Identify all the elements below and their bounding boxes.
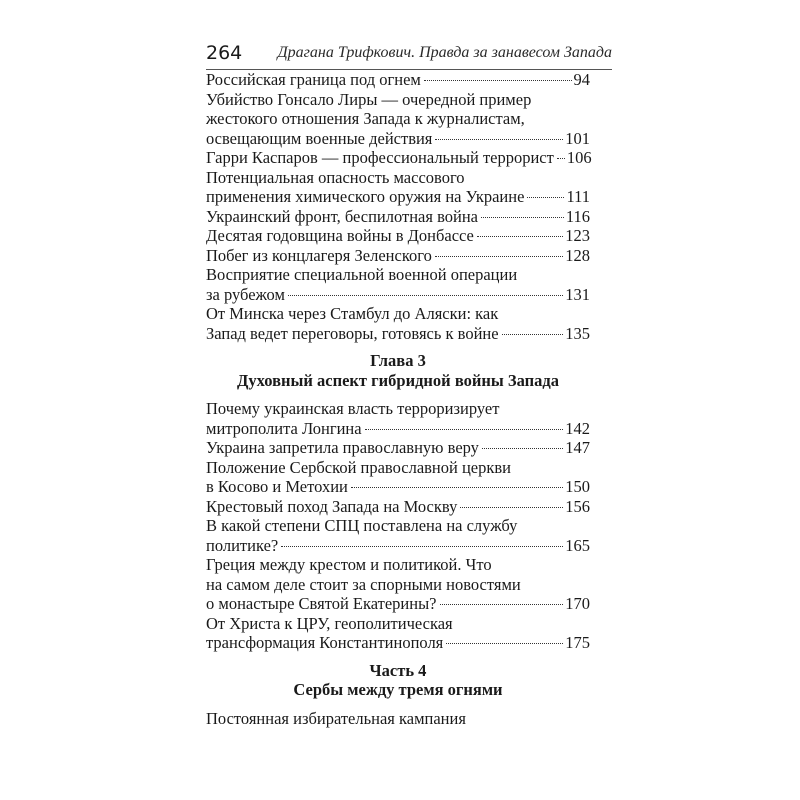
toc-entry <box>206 90 590 149</box>
toc-entry-page: 131 <box>565 284 590 304</box>
toc-entry-page: 111 <box>566 187 590 206</box>
toc-entry-text: о монастыре Святой Екатерины? <box>206 594 437 613</box>
toc-entry-text: митрополита Лонгина <box>206 418 362 438</box>
part-4-label: Часть 4 <box>369 660 427 680</box>
toc-entry-text: применения химического оружия на Украине <box>206 187 525 206</box>
toc-entry-line <box>206 207 590 227</box>
toc-entry-line <box>206 614 590 634</box>
toc-entry-text: Постоянная избирательная кампания <box>206 708 466 728</box>
toc-entry-text: Почему украинская власть терроризирует <box>206 399 500 418</box>
toc-block-part4 <box>206 709 590 729</box>
toc-entry-text: освещающим военные действия <box>206 128 433 148</box>
toc-entry <box>206 555 590 614</box>
toc-entry <box>206 614 590 653</box>
chapter-3-title: Духовный аспект гибридной войны Запада <box>237 370 559 390</box>
toc-entry-line <box>206 226 590 246</box>
toc-entry-line <box>206 148 590 168</box>
toc-entry-text: Украина запретила православную веру <box>206 438 479 457</box>
toc-entry-line <box>206 168 590 188</box>
page-header <box>206 40 612 70</box>
toc-entry-page: 101 <box>565 128 590 148</box>
dot-leader <box>502 334 564 335</box>
toc-entry-line <box>206 265 590 285</box>
toc-entry-line <box>206 516 590 536</box>
toc-entry <box>206 458 590 497</box>
toc-entry-line <box>206 70 590 90</box>
toc-entry-page: 106 <box>566 148 592 167</box>
toc-entry <box>206 226 590 246</box>
toc-entry-line <box>206 304 590 324</box>
toc-entry-line <box>206 129 590 149</box>
toc-entry-line <box>206 555 590 575</box>
dot-leader <box>435 139 563 140</box>
toc-entry-line <box>206 187 590 207</box>
toc-entry-text: трансформация Константинополя <box>206 633 444 652</box>
dot-leader <box>288 295 563 296</box>
toc-entry-text: жестокого отношения Запада к журналистам, <box>206 109 525 128</box>
toc-entry <box>206 265 590 304</box>
toc-block-chapter2 <box>206 70 590 343</box>
toc-entry-line <box>206 594 590 614</box>
chapter-3-label: Глава 3 <box>370 351 426 370</box>
toc-entry-text: Убийство Гонсало Лиры — очередной пример <box>206 89 532 109</box>
toc-entry-text: Гарри Каспаров — профессиональный террорист <box>206 148 554 167</box>
toc-entry <box>206 246 590 266</box>
dot-leader <box>557 158 565 159</box>
dot-leader <box>365 429 564 430</box>
toc-entry-text: Греция между крестом и политикой. Что <box>206 555 492 574</box>
toc-entry-text: От Христа к ЦРУ, геополитическая <box>206 613 453 633</box>
dot-leader <box>446 643 563 644</box>
toc-entry-text: От Минска через Стамбул до Аляски: как <box>206 304 499 323</box>
toc-entry-page: 116 <box>565 206 590 226</box>
toc-entry-page: 123 <box>565 226 590 245</box>
toc-entry <box>206 516 590 555</box>
part-4-title: Сербы между тремя огнями <box>293 680 503 699</box>
dot-leader <box>351 487 563 488</box>
toc-entry <box>206 399 590 438</box>
toc-entry-text: Запад ведет переговоры, готовясь к войне <box>206 323 499 343</box>
toc-entry-line <box>206 497 590 517</box>
dot-leader <box>460 507 563 508</box>
toc-entry <box>206 709 590 729</box>
toc-entry-line <box>206 324 590 344</box>
toc-entry-page: 128 <box>565 245 590 265</box>
toc-entry-page: 142 <box>565 418 590 438</box>
toc-entry <box>206 70 590 90</box>
toc-entry <box>206 148 590 168</box>
toc-entry-text: в Косово и Метохии <box>206 477 348 496</box>
toc-entry-page: 147 <box>565 438 590 457</box>
toc-entry-text: В какой степени СПЦ поставлена на службу <box>206 516 518 535</box>
toc-entry-text: политике? <box>206 535 279 555</box>
toc-entry <box>206 304 590 343</box>
toc-entry-line <box>206 285 590 305</box>
toc-entry-line <box>206 633 590 653</box>
toc-entry <box>206 168 590 207</box>
toc-entry-page: 170 <box>565 594 590 613</box>
toc-entry-line <box>206 458 590 478</box>
toc-entry <box>206 497 590 517</box>
table-of-contents <box>206 70 590 728</box>
toc-entry-text: Российская граница под огнем <box>206 70 421 89</box>
toc-entry-line <box>206 477 590 497</box>
toc-entry-text: за рубежом <box>206 284 285 304</box>
toc-entry-line <box>206 399 590 419</box>
page-number: 264 <box>206 42 243 64</box>
toc-entry-text: Восприятие специальной военной операции <box>206 265 518 284</box>
dot-leader <box>440 604 564 605</box>
toc-entry-text: на самом деле стоит за спорными новостями <box>206 574 521 594</box>
toc-entry-page: 150 <box>565 477 590 496</box>
toc-entry-text: Положение Сербской православной церкви <box>206 457 512 477</box>
toc-entry-line <box>206 109 590 129</box>
running-title: Драгана Трифкович. Правда за занавесом Запада <box>277 44 612 61</box>
toc-entry-line <box>206 419 590 439</box>
toc-entry <box>206 438 590 458</box>
toc-entry-line <box>206 536 590 556</box>
dot-leader <box>482 448 563 449</box>
toc-entry-page: 94 <box>573 70 590 89</box>
dot-leader <box>477 236 563 237</box>
toc-entry-page: 175 <box>565 633 590 652</box>
dot-leader <box>424 80 572 81</box>
toc-entry-text: Побег из концлагеря Зеленского <box>206 245 432 265</box>
dot-leader <box>435 256 563 257</box>
toc-entry-text: Крестовый поход Запада на Москву <box>206 496 458 516</box>
toc-entry-text: Потенциальная опасность массового <box>206 167 465 187</box>
dot-leader <box>527 197 564 198</box>
toc-entry <box>206 207 590 227</box>
toc-block-chapter3 <box>206 399 590 653</box>
toc-entry-page: 165 <box>565 535 590 555</box>
toc-entry-line <box>206 438 590 458</box>
toc-entry-line <box>206 246 590 266</box>
toc-entry-line <box>206 90 590 110</box>
toc-entry-line <box>206 709 590 729</box>
toc-entry-text: Украинский фронт, беспилотная война <box>206 206 479 226</box>
dot-leader <box>281 546 563 547</box>
dot-leader <box>481 217 564 218</box>
toc-entry-page: 156 <box>565 496 590 516</box>
toc-entry-line <box>206 575 590 595</box>
toc-entry-page: 135 <box>565 323 590 343</box>
toc-entry-text: Десятая годовщина войны в Донбассе <box>206 226 474 245</box>
